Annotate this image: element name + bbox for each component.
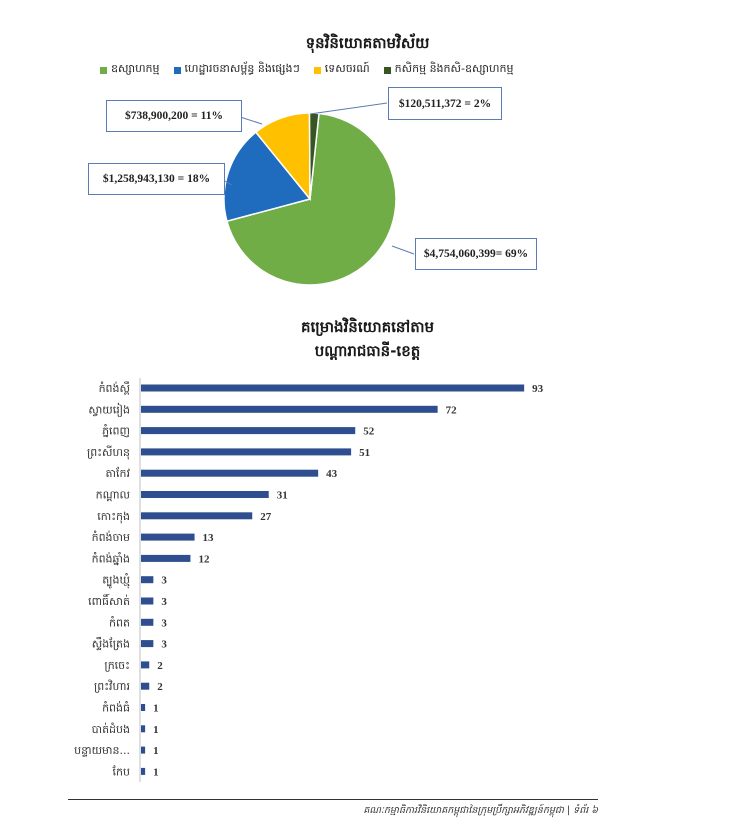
bar-value-label: 43 (326, 468, 338, 481)
bar (141, 406, 438, 413)
bar-category-label: កោះកុង (97, 509, 130, 523)
bar (141, 470, 318, 477)
leader-line-industry (392, 246, 414, 254)
bar (141, 683, 149, 690)
bar-chart-title-line2: បណ្ដារាជធានី-ខេត្ត (314, 342, 421, 360)
bar (141, 448, 351, 455)
bar-chart (0, 370, 735, 790)
bar (141, 512, 252, 519)
bar-category-label: ព្រះសីហនុ (86, 445, 130, 459)
callout-infrastructure: $1,258,943,130 = 18% (88, 163, 225, 195)
bar-category-label: ក្រចេះ (104, 658, 130, 672)
bar-category-label: កំពង់ឆ្នាំង (91, 552, 130, 566)
pie-chart-title: ទុនវិនិយោគតាមវិស័យ (305, 34, 430, 52)
bar (141, 768, 145, 775)
bar-value-label: 3 (161, 617, 167, 630)
bar-category-label: តាកែវ (105, 467, 130, 481)
bar-category-label: បាត់ដំបង (91, 722, 130, 736)
bar (141, 576, 153, 583)
bar (141, 725, 145, 732)
bar-value-label: 1 (153, 702, 159, 715)
legend-label: កសិកម្ម និងកសិ-ឧស្សាហកម្ម (394, 62, 514, 75)
legend-label: ឧស្សាហកម្ម (111, 62, 160, 75)
bar-value-label: 93 (532, 383, 544, 395)
bar-value-label: 3 (161, 574, 167, 587)
leader-line-agriculture (310, 103, 387, 114)
bar (141, 534, 195, 541)
bar-chart-title-line1: គម្រោងវិនិយោគនៅតាម (300, 318, 434, 336)
callout-industry: $4,754,060,399= 69% (415, 238, 537, 270)
bar-value-label: 72 (445, 404, 457, 417)
legend-label: ហេដ្ឋារចនាសម្ព័ន្ធ និងផ្សេងៗ (184, 62, 300, 75)
bar (141, 385, 524, 392)
bar-value-label: 2 (157, 659, 163, 672)
bar (141, 491, 269, 498)
bar-category-label: ត្បូងឃ្មុំ (102, 573, 130, 587)
bar-category-label: កំពង់ធំ (102, 701, 130, 715)
bar (141, 640, 153, 647)
bar-value-label: 51 (359, 446, 371, 459)
bar-category-label: កំពង់ចាម (91, 531, 130, 545)
bar-value-label: 1 (153, 766, 159, 779)
bar (141, 661, 149, 668)
bar-category-label: ព្រះវិហារ (93, 680, 130, 694)
bar-category-label: ពោធិ៍សាត់ (88, 595, 130, 608)
bar (141, 598, 153, 605)
bar-category-label: កណ្ដាល (95, 488, 130, 502)
bar-category-label: ភ្នំពេញ (102, 424, 130, 438)
bar-value-label: 2 (157, 681, 163, 694)
bar-category-label: បន្ទាយមាន... (74, 744, 130, 758)
bar-value-label: 3 (161, 596, 167, 608)
legend-label: ទេសចរណ៍ (324, 62, 370, 75)
callout-tourism: $738,900,200 = 11% (106, 100, 242, 132)
pie-chart (0, 0, 735, 310)
bar-value-label: 1 (153, 723, 159, 736)
bar (141, 747, 145, 754)
leader-line-tourism (240, 117, 262, 124)
bar-category-label: កំពត (109, 616, 130, 630)
bar-category-label: កែប (112, 765, 130, 779)
bar (141, 555, 190, 562)
callout-agriculture: $120,511,372 = 2% (388, 87, 502, 120)
footer-divider (68, 799, 598, 800)
bar-category-label: ស្ទឹងត្រែង (91, 637, 130, 651)
footer-text: គណៈកម្មាធិការវិនិយោគកម្ពុជានៃក្រុមប្រឹក្សាអភិវឌ្ឍន៍កម្ពុជា | ទំព័រ ៦ (363, 805, 598, 816)
bar (141, 704, 145, 711)
bar-value-label: 13 (202, 532, 214, 545)
bar-value-label: 12 (198, 553, 210, 566)
bar-value-label: 52 (363, 425, 375, 438)
bar-value-label: 1 (153, 745, 159, 758)
bar-category-label: កំពង់ស្ពឺ (98, 382, 130, 395)
bar (141, 619, 153, 626)
bar (141, 427, 355, 434)
bar-value-label: 27 (260, 510, 272, 523)
bar-value-label: 3 (161, 638, 167, 651)
bar-value-label: 31 (276, 489, 288, 502)
bar-category-label: ស្វាយរៀង (88, 403, 130, 417)
